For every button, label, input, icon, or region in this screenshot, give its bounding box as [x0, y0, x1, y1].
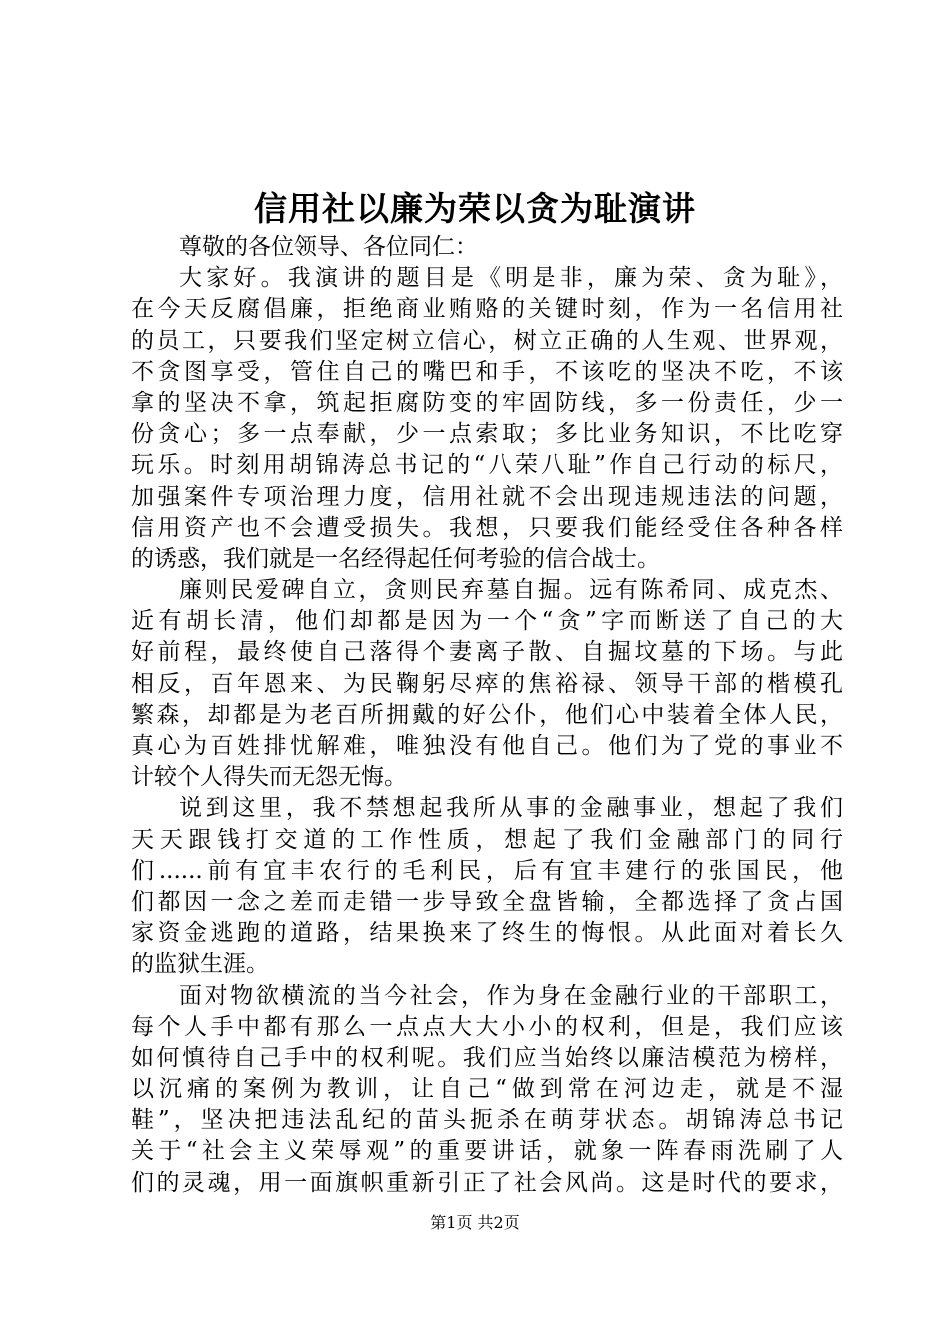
text-line: 以沉痛的案例为教训，让自己“做到常在河边走，就是不湿 — [131, 1076, 843, 1103]
text-line: 如何慎待自己手中的权利呢。我们应当始终以廉洁模范为榜样， — [131, 1044, 843, 1071]
text-line: 在今天反腐倡廉，拒绝商业贿赂的关键时刻，作为一名信用社 — [131, 296, 843, 323]
text-line: 每个人手中都有那么一点点大大小小的权利，但是，我们应该 — [131, 1013, 843, 1040]
text-line: 份贪心；多一点奉献，少一点索取；多比业务知识，不比吃穿 — [131, 421, 843, 448]
text-line: 繁森，却都是为老百所拥戴的好公仆，他们心中装着全体人民， — [131, 701, 843, 728]
text-line: 近有胡长清，他们却都是因为一个“贪”字而断送了自己的大 — [131, 608, 843, 635]
text-line: 的员工，只要我们坚定树立信心，树立正确的人生观、世界观， — [131, 327, 843, 354]
text-line: 面对物欲横流的当今社会，作为身在金融行业的干部职工， — [179, 982, 843, 1009]
text-line: 们......前有宜丰农行的毛利民，后有宜丰建行的张国民，他 — [131, 857, 843, 884]
text-line: 们都因一念之差而走错一步导致全盘皆输，全都选择了贪占国 — [131, 888, 843, 915]
salutation-line: 尊敬的各位领导、各位同仁： — [179, 234, 478, 260]
text-line: 真心为百姓排忧解难，唯独没有他自己。他们为了党的事业不 — [131, 733, 843, 759]
text-line: 玩乐。时刻用胡锦涛总书记的“八荣八耻”作自己行动的标尺， — [131, 452, 843, 479]
text-line: 计较个人得失而无怨无悔。 — [131, 764, 407, 791]
text-line: 拿的坚决不拿，筑起拒腐防变的牢固防线，多一份责任，少一 — [131, 389, 843, 416]
text-line: 关于“社会主义荣辱观”的重要讲话，就象一阵春雨洗刷了人 — [131, 1138, 843, 1165]
text-line: 的监狱生涯。 — [131, 951, 269, 978]
text-line: 说到这里，我不禁想起我所从事的金融事业，想起了我们 — [179, 795, 843, 822]
page-number-footer: 第1页 共2页 — [430, 1213, 520, 1232]
document-title: 信用社以廉为荣以贪为耻演讲 — [254, 189, 696, 228]
text-line: 家资金逃跑的道路，结果换来了终生的悔恨。从此面对着长久 — [131, 920, 843, 947]
text-line: 天天跟钱打交道的工作性质，想起了我们金融部门的同行 — [131, 826, 843, 853]
text-line: 不贪图享受，管住自己的嘴巴和手，不该吃的坚决不吃，不该 — [131, 358, 843, 385]
text-line: 好前程，最终使自己落得个妻离子散、自掘坟墓的下场。与此 — [131, 639, 843, 666]
text-line: 大家好。我演讲的题目是《明是非，廉为荣、贪为耻》， — [179, 265, 843, 292]
text-line: 信用资产也不会遭受损失。我想，只要我们能经受住各种各样 — [131, 514, 843, 541]
text-line: 廉则民爱碑自立，贪则民弃墓自掘。远有陈希同、成克杰、 — [179, 577, 843, 604]
text-line: 鞋”，坚决把违法乱纪的苗头扼杀在萌芽状态。胡锦涛总书记 — [131, 1107, 843, 1134]
text-line: 的诱惑，我们就是一名经得起任何考验的信合战士。 — [131, 545, 660, 572]
text-line: 相反，百年恩来、为民鞠躬尽瘁的焦裕禄、领导干部的楷模孔 — [131, 670, 843, 697]
text-line: 们的灵魂，用一面旗帜重新引正了社会风尚。这是时代的要求， — [131, 1169, 843, 1196]
text-line: 加强案件专项治理力度，信用社就不会出现违规违法的问题， — [131, 483, 843, 510]
document-body — [131, 232, 843, 1199]
